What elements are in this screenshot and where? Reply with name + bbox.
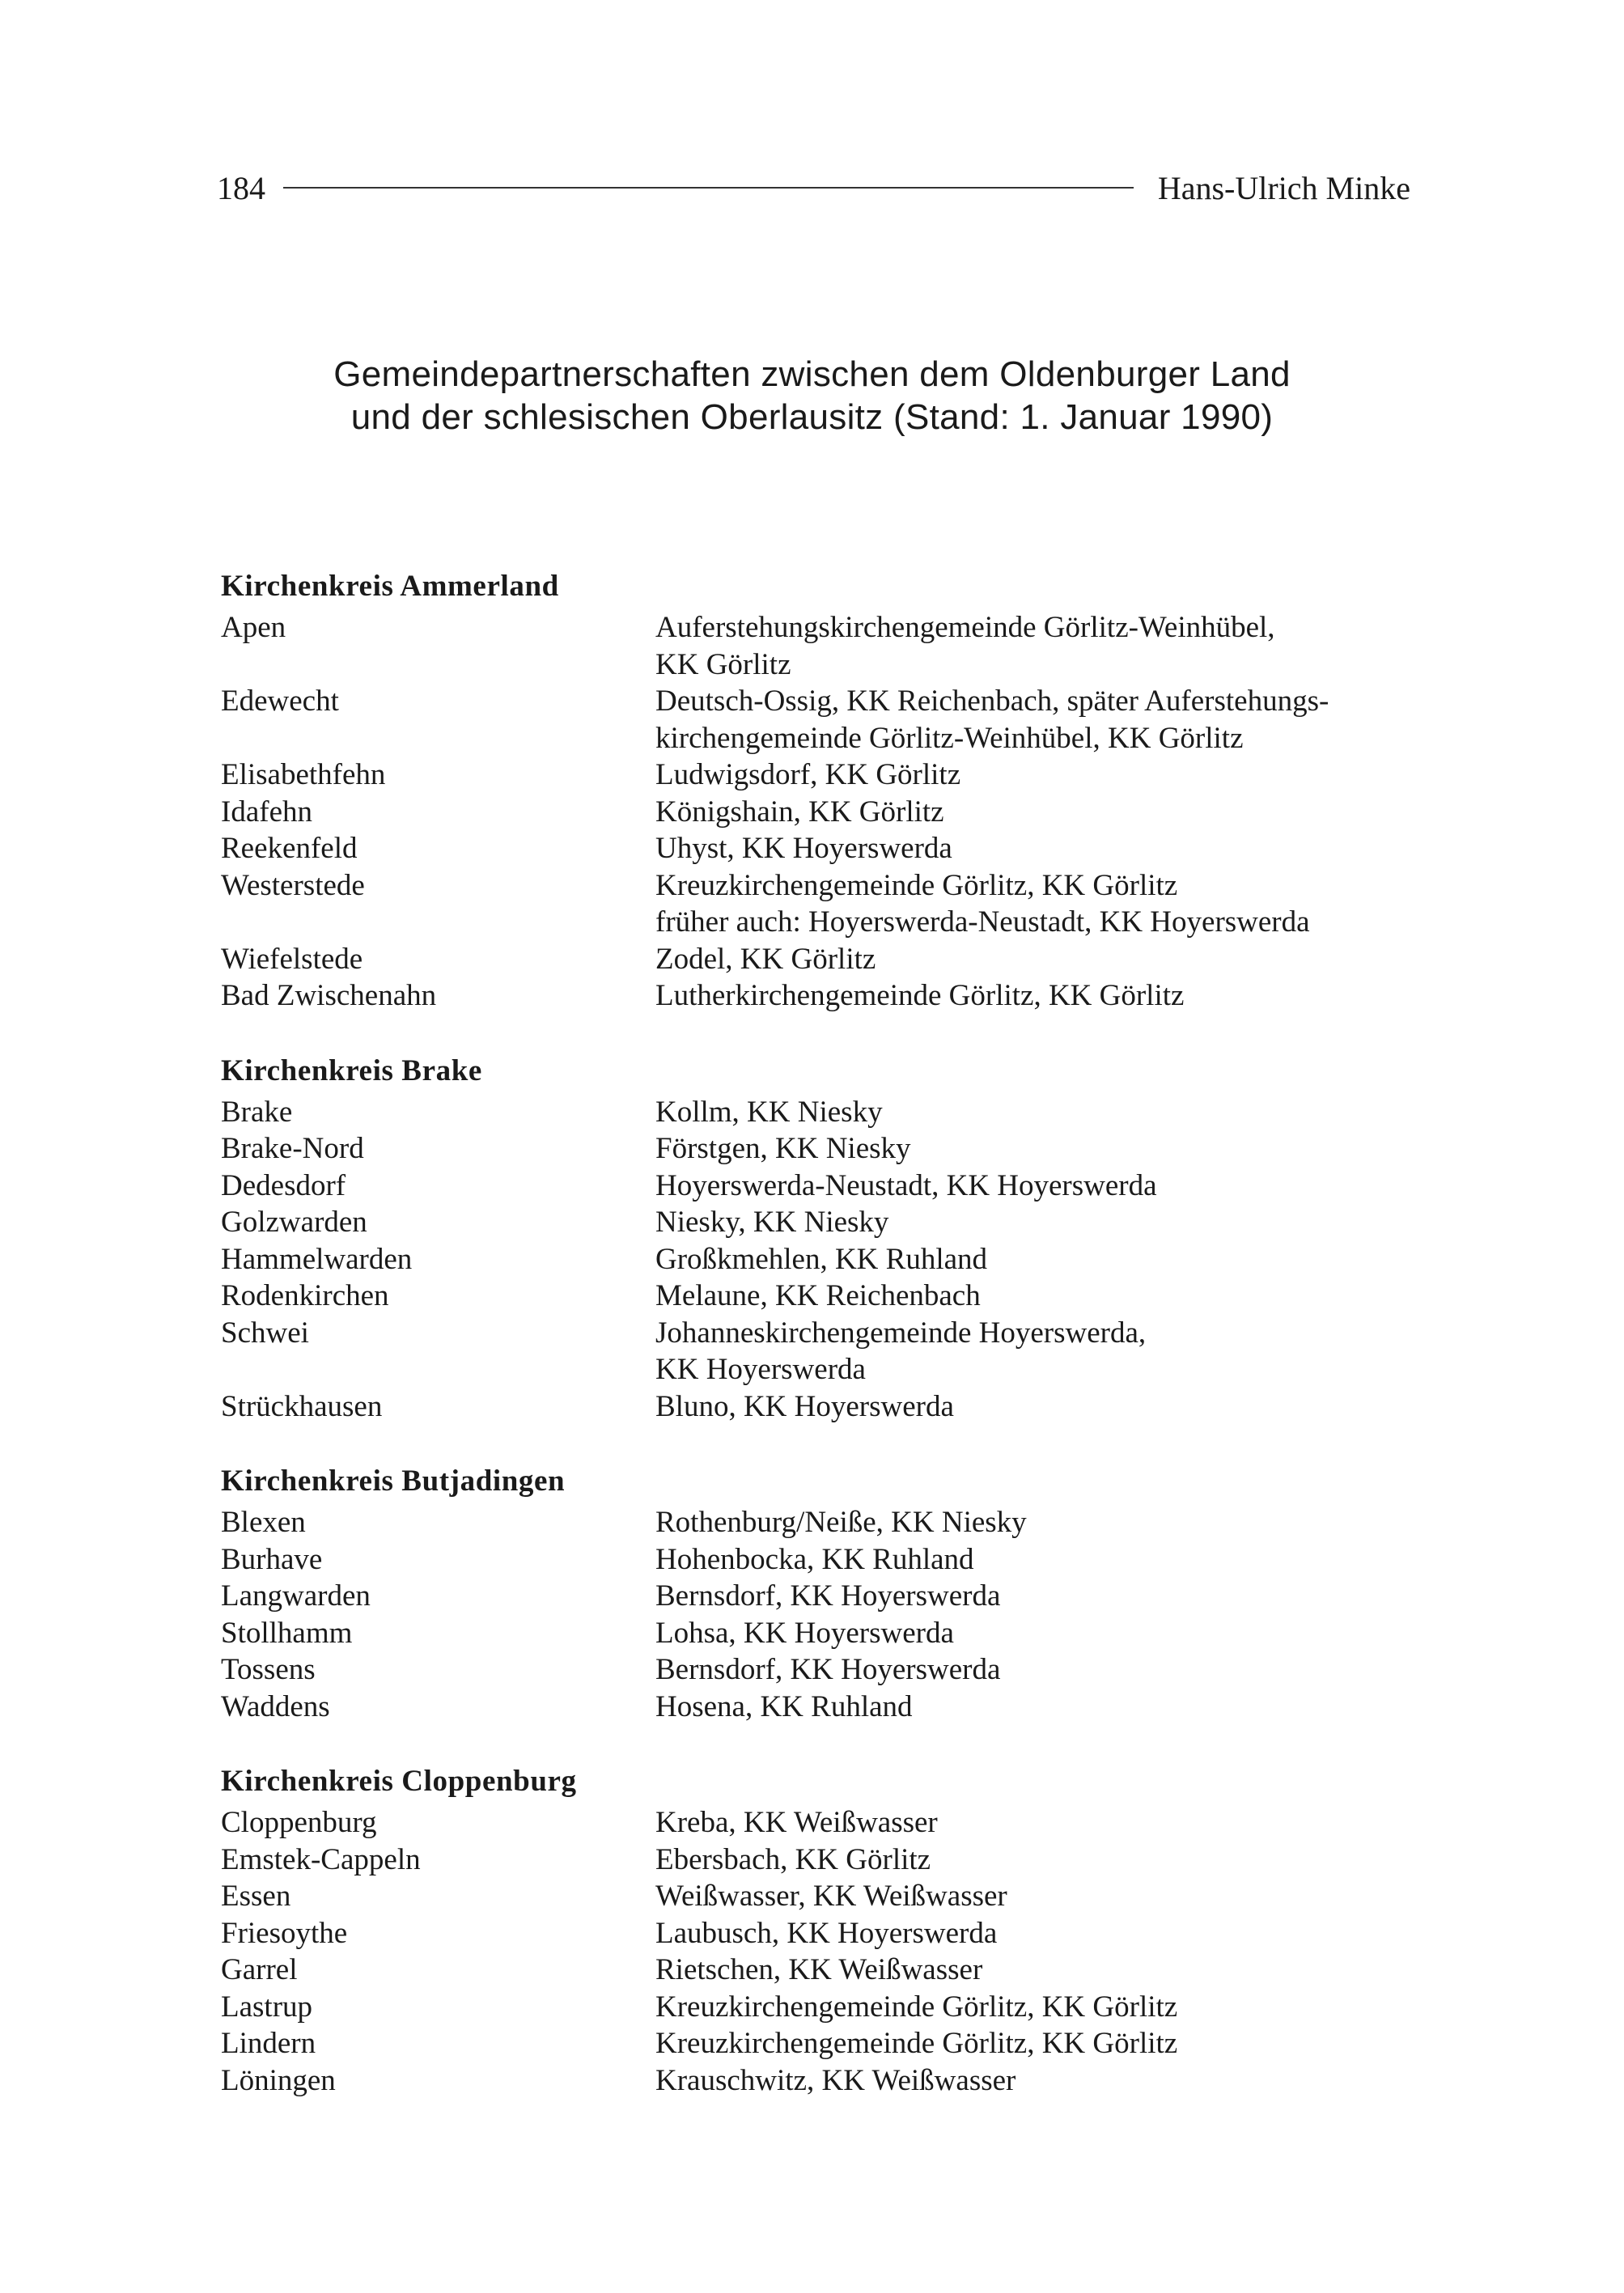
partner-parish: Weißwasser, KK Weißwasser <box>655 1880 1007 1913</box>
partnership-row <box>221 1204 1427 1241</box>
partnership-row <box>221 941 1427 978</box>
partnership-row <box>221 1504 1427 1541</box>
partner-parish: Rothenburg/Neiße, KK Niesky <box>655 1506 1027 1539</box>
partner-parish: Zodel, KK Görlitz <box>655 942 876 976</box>
partnership-row <box>221 1915 1427 1952</box>
partnership-row <box>221 1989 1427 2026</box>
partnership-row <box>221 1952 1427 1989</box>
partner-parish: Rietschen, KK Weißwasser <box>655 1953 983 1986</box>
section-heading: Kirchenkreis Butjadingen <box>221 1464 566 1498</box>
page-number: 184 <box>217 169 265 206</box>
church-district-section <box>221 564 1427 1015</box>
partner-parish: Lohsa, KK Hoyerswerda <box>655 1616 954 1650</box>
partnership-row <box>221 1578 1427 1615</box>
partnership-row <box>221 1278 1427 1315</box>
partner-parish: Bluno, KK Hoyerswerda <box>655 1389 954 1423</box>
partner-parish: Kreuzkirchengemeinde Görlitz, KK Görlitz <box>655 1990 1178 2024</box>
partnership-row <box>221 1541 1427 1579</box>
partner-parish: Bernsdorf, KK Hoyerswerda <box>655 1653 1001 1686</box>
partner-parish: Hoyerswerda-Neustadt, KK Hoyerswerda <box>655 1168 1157 1202</box>
oldenburg-parish: Langwarden <box>221 1579 371 1613</box>
partnership-row <box>221 830 1427 867</box>
oldenburg-parish: Burhave <box>221 1542 323 1576</box>
header-rule <box>283 187 1134 189</box>
section-heading: Kirchenkreis Cloppenburg <box>221 1765 577 1798</box>
partner-parish: Laubusch, KK Hoyerswerda <box>655 1916 998 1950</box>
oldenburg-parish: Brake-Nord <box>221 1132 364 1165</box>
partnership-row <box>221 1168 1427 1205</box>
partnership-row <box>221 1689 1427 1726</box>
partner-parish: Johanneskirchengemeinde Hoyerswerda, KK Hoyerswerda <box>655 1316 1147 1386</box>
oldenburg-parish: Reekenfeld <box>221 832 358 865</box>
partnership-row <box>221 1804 1427 1842</box>
oldenburg-parish: Garrel <box>221 1953 298 1986</box>
section-heading: Kirchenkreis Ammerland <box>221 570 559 603</box>
partner-parish: Deutsch-Ossig, KK Reichenbach, später Auferstehungs- kirchengemeinde Görlitz-Weinhübel, KK Görlitz <box>655 685 1329 755</box>
partner-parish: Melaune, KK Reichenbach <box>655 1279 981 1312</box>
partner-parish: Hohenbocka, KK Ruhland <box>655 1542 974 1576</box>
partnership-row <box>221 977 1427 1015</box>
oldenburg-parish: Waddens <box>221 1689 330 1723</box>
oldenburg-parish: Schwei <box>221 1316 309 1350</box>
partner-parish: Lutherkirchengemeinde Görlitz, KK Görlitz <box>655 979 1185 1012</box>
partner-parish: Auferstehungskirchengemeinde Görlitz-Weinhübel, KK Görlitz <box>655 611 1275 681</box>
partnership-list <box>221 564 1427 2133</box>
oldenburg-parish: Brake <box>221 1095 293 1129</box>
partner-parish: Königshain, KK Görlitz <box>655 795 944 829</box>
oldenburg-parish: Elisabethfehn <box>221 758 386 791</box>
page-title <box>0 353 1624 439</box>
partnership-row <box>221 794 1427 831</box>
page-header <box>217 168 1410 207</box>
oldenburg-parish: Bad Zwischenahn <box>221 979 437 1012</box>
partner-parish: Ebersbach, KK Görlitz <box>655 1842 931 1876</box>
title-line-1: Gemeindepartnerschaften zwischen dem Oldenburger Land <box>333 354 1291 394</box>
church-district-section <box>221 1759 1427 2099</box>
partner-parish: Kreuzkirchengemeinde Görlitz, KK Görlitz früher auch: Hoyerswerda-Neustadt, KK Hoyerswerda <box>655 868 1310 939</box>
oldenburg-parish: Emstek-Cappeln <box>221 1842 421 1876</box>
partnership-row <box>221 1241 1427 1278</box>
oldenburg-parish: Cloppenburg <box>221 1806 377 1839</box>
partnership-row <box>221 1842 1427 1879</box>
partnership-row <box>221 2062 1427 2100</box>
partner-parish: Großkmehlen, KK Ruhland <box>655 1242 988 1276</box>
partnership-row <box>221 1615 1427 1652</box>
church-district-section <box>221 1049 1427 1426</box>
partner-parish: Kreba, KK Weißwasser <box>655 1806 938 1839</box>
oldenburg-parish: Stollhamm <box>221 1616 353 1650</box>
oldenburg-parish: Lindern <box>221 2027 316 2060</box>
oldenburg-parish: Blexen <box>221 1506 306 1539</box>
oldenburg-parish: Dedesdorf <box>221 1168 346 1202</box>
partner-parish: Ludwigsdorf, KK Görlitz <box>655 758 961 791</box>
partnership-row <box>221 683 1427 757</box>
oldenburg-parish: Hammelwarden <box>221 1242 413 1276</box>
oldenburg-parish: Friesoythe <box>221 1916 348 1950</box>
oldenburg-parish: Idafehn <box>221 795 312 829</box>
partner-parish: Krauschwitz, KK Weißwasser <box>655 2063 1016 2097</box>
partnership-row <box>221 1651 1427 1689</box>
oldenburg-parish: Golzwarden <box>221 1206 367 1239</box>
running-head-author: Hans-Ulrich Minke <box>1157 169 1410 206</box>
partner-parish: Uhyst, KK Hoyerswerda <box>655 832 952 865</box>
oldenburg-parish: Edewecht <box>221 685 339 718</box>
partnership-row <box>221 1094 1427 1131</box>
oldenburg-parish: Essen <box>221 1880 291 1913</box>
partner-parish: Kollm, KK Niesky <box>655 1095 883 1129</box>
oldenburg-parish: Lastrup <box>221 1990 313 2024</box>
oldenburg-parish: Rodenkirchen <box>221 1279 389 1312</box>
partnership-row <box>221 757 1427 794</box>
partnership-row <box>221 1130 1427 1168</box>
partner-parish: Förstgen, KK Niesky <box>655 1132 911 1165</box>
section-heading: Kirchenkreis Brake <box>221 1053 482 1087</box>
partner-parish: Bernsdorf, KK Hoyerswerda <box>655 1579 1001 1613</box>
partnership-row <box>221 1878 1427 1915</box>
oldenburg-parish: Westerstede <box>221 868 365 902</box>
title-line-2: und der schlesischen Oberlausitz (Stand: 1. Januar 1990) <box>350 397 1274 437</box>
partnership-row <box>221 1315 1427 1388</box>
partnership-row <box>221 867 1427 941</box>
partner-parish: Niesky, KK Niesky <box>655 1206 889 1239</box>
partner-parish: Kreuzkirchengemeinde Görlitz, KK Görlitz <box>655 2027 1178 2060</box>
oldenburg-parish: Tossens <box>221 1653 316 1686</box>
oldenburg-parish: Apen <box>221 611 286 644</box>
partnership-row <box>221 1388 1427 1426</box>
partnership-row <box>221 609 1427 683</box>
church-district-section <box>221 1459 1427 1725</box>
partner-parish: Hosena, KK Ruhland <box>655 1689 913 1723</box>
oldenburg-parish: Wiefelstede <box>221 942 363 976</box>
oldenburg-parish: Strückhausen <box>221 1389 383 1423</box>
partnership-row <box>221 2025 1427 2062</box>
oldenburg-parish: Löningen <box>221 2063 336 2097</box>
